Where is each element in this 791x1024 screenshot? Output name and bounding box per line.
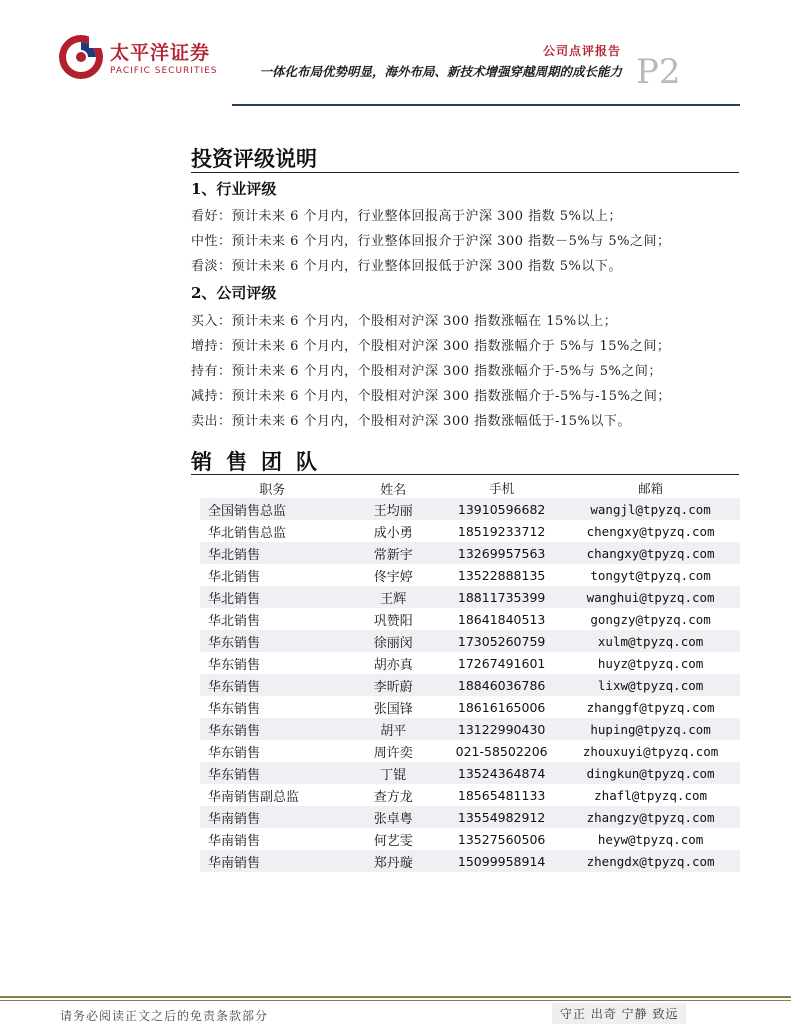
cell-email[interactable]: zhafl@tpyzq.com [594, 787, 708, 803]
cell-name: 胡亦真 [373, 657, 413, 673]
table-row [200, 630, 740, 652]
column-header-email: 邮箱 [638, 481, 664, 496]
cell-position: 华南销售 [200, 806, 345, 828]
sales-team-title: 销售团队 [191, 449, 331, 474]
cell-email[interactable]: xulm@tpyzq.com [561, 630, 740, 652]
table-row [200, 806, 740, 828]
cell-email[interactable]: dingkun@tpyzq.com [561, 762, 740, 784]
footer-divider-thin [0, 1000, 791, 1001]
cell-phone: 13269957563 [442, 542, 561, 564]
cell-email[interactable]: wanghui@tpyzq.com [561, 586, 740, 608]
cell-phone: 13122990430 [442, 718, 561, 740]
cell-phone: 17305260759 [442, 630, 561, 652]
cell-email[interactable]: heyw@tpyzq.com [597, 831, 704, 847]
cell-position: 华北销售 [200, 542, 345, 564]
cell-phone: 18641840513 [457, 611, 546, 627]
cell-position: 华东销售 [200, 718, 345, 740]
cell-position: 全国销售总监 [200, 498, 345, 520]
cell-position: 华东销售 [200, 630, 345, 652]
cell-name: 查方龙 [373, 789, 413, 805]
company-rating-line: 减持：预计未来 6 个月内，个股相对沪深 300 指数涨幅介于-5%与-15%之间； [191, 389, 671, 404]
table-row [200, 850, 740, 872]
cell-email[interactable]: lixw@tpyzq.com [561, 674, 740, 696]
cell-name: 王均丽 [345, 498, 443, 520]
footer-motto: 守正 出奇 宁静 致远 [552, 1003, 686, 1024]
sales-team-table [200, 478, 740, 872]
cell-name: 丁锟 [345, 762, 443, 784]
footer-divider [0, 996, 791, 998]
cell-name: 王辉 [345, 586, 443, 608]
rating-section-divider [191, 172, 739, 173]
table-row [200, 696, 740, 718]
cell-phone: 15099958914 [442, 850, 561, 872]
cell-name: 徐丽闵 [345, 630, 443, 652]
table-row [200, 718, 740, 740]
cell-phone: 13522888135 [457, 567, 546, 583]
cell-name: 常新宇 [345, 542, 443, 564]
cell-email[interactable]: zhangzy@tpyzq.com [561, 806, 740, 828]
cell-name: 张国锋 [373, 701, 413, 717]
company-rating-line: 买入：预计未来 6 个月内，个股相对沪深 300 指数涨幅在 15%以上； [191, 314, 618, 329]
cell-position: 华南销售 [200, 850, 345, 872]
sales-team-divider [191, 474, 739, 475]
table-header-row [200, 478, 740, 498]
cell-email[interactable]: chengxy@tpyzq.com [586, 523, 715, 539]
cell-email[interactable]: gongzy@tpyzq.com [590, 611, 711, 627]
cell-position: 华南销售副总监 [208, 789, 300, 805]
cell-name: 成小勇 [373, 525, 413, 541]
table-row [200, 762, 740, 784]
sales-team-table-body [200, 498, 740, 872]
cell-position: 华东销售 [200, 762, 345, 784]
table-row [200, 828, 740, 850]
cell-position: 华北销售 [200, 586, 345, 608]
cell-position: 华东销售 [208, 701, 261, 717]
cell-name: 何艺雯 [373, 833, 413, 849]
company-rating-line: 持有：预计未来 6 个月内，个股相对沪深 300 指数涨幅介于-5%与 5%之间； [191, 364, 662, 379]
report-title: 一体化布局优势明显，海外布局、新技术增强穿越周期的成长能力 [259, 64, 622, 79]
cell-phone: 18616165006 [457, 699, 546, 715]
cell-name: 张卓粤 [345, 806, 443, 828]
table-row [200, 674, 740, 696]
column-header-name: 姓名 [380, 482, 407, 498]
table-row [200, 652, 740, 674]
cell-email[interactable]: huping@tpyzq.com [561, 718, 740, 740]
company-rating-title: 2、公司评级 [191, 284, 277, 302]
cell-email[interactable]: tongyt@tpyzq.com [590, 567, 711, 583]
cell-email[interactable]: wangjl@tpyzq.com [561, 498, 740, 520]
cell-position: 华北销售总监 [208, 525, 287, 541]
cell-phone: 18565481133 [457, 787, 546, 803]
column-header-phone: 手机 [489, 481, 515, 496]
cell-email[interactable]: huyz@tpyzq.com [597, 655, 704, 671]
cell-phone: 13527560506 [457, 831, 546, 847]
page-number: P2 [636, 52, 681, 92]
table-row [200, 740, 740, 762]
cell-name: 胡平 [345, 718, 443, 740]
footer-disclaimer: 请务必阅读正文之后的免责条款部分 [60, 1009, 269, 1023]
logo-english-name: PACIFIC SECURITIES [110, 66, 218, 76]
table-row [200, 542, 740, 564]
cell-phone: 13910596682 [442, 498, 561, 520]
cell-name: 周许奕 [373, 745, 413, 761]
cell-phone: 17267491601 [457, 655, 546, 671]
header-divider [232, 104, 740, 106]
table-row [200, 784, 740, 806]
industry-rating-line: 中性：预计未来 6 个月内，行业整体回报介于沪深 300 指数－5%与 5%之间； [191, 234, 671, 249]
cell-name: 佟宇婷 [373, 569, 413, 585]
cell-position: 华东销售 [200, 674, 345, 696]
cell-name: 巩赞阳 [373, 613, 413, 629]
industry-rating-line: 看好：预计未来 6 个月内，行业整体回报高于沪深 300 指数 5%以上； [191, 209, 622, 224]
table-row [200, 586, 740, 608]
industry-rating-title: 1、行业评级 [191, 180, 277, 198]
cell-phone: 13554982912 [442, 806, 561, 828]
cell-name: 郑丹璇 [345, 850, 443, 872]
cell-position: 华东销售 [208, 657, 261, 673]
cell-position: 华北销售 [208, 613, 261, 629]
table-row [200, 498, 740, 520]
table-row [200, 564, 740, 586]
cell-phone: 021-58502206 [455, 743, 548, 759]
company-rating-line: 卖出：预计未来 6 个月内，个股相对沪深 300 指数涨幅低于-15%以下。 [191, 414, 631, 429]
table-row [200, 608, 740, 630]
cell-email[interactable]: zhengdx@tpyzq.com [561, 850, 740, 872]
cell-phone: 18519233712 [457, 523, 546, 539]
cell-position: 华北销售 [208, 569, 261, 585]
cell-name: 李昕蔚 [345, 674, 443, 696]
cell-email[interactable]: zhanggf@tpyzq.com [586, 699, 715, 715]
cell-position: 华东销售 [208, 745, 261, 761]
industry-rating-line: 看淡：预计未来 6 个月内，行业整体回报低于沪深 300 指数 5%以下。 [191, 259, 622, 274]
cell-email[interactable]: changxy@tpyzq.com [561, 542, 740, 564]
table-row [200, 520, 740, 542]
cell-email[interactable]: zhouxuyi@tpyzq.com [582, 743, 719, 759]
cell-phone: 18811735399 [442, 586, 561, 608]
company-logo-icon [56, 32, 106, 82]
cell-position: 华南销售 [208, 833, 261, 849]
report-type-label: 公司点评报告 [542, 44, 621, 58]
logo-chinese-name: 太平洋证券 [110, 42, 211, 64]
cell-phone: 13524364874 [442, 762, 561, 784]
rating-section-title: 投资评级说明 [191, 146, 317, 171]
cell-phone: 18846036786 [442, 674, 561, 696]
column-header-position: 职务 [259, 482, 286, 498]
company-rating-line: 增持：预计未来 6 个月内，个股相对沪深 300 指数涨幅介于 5%与 15%之间； [191, 339, 671, 354]
